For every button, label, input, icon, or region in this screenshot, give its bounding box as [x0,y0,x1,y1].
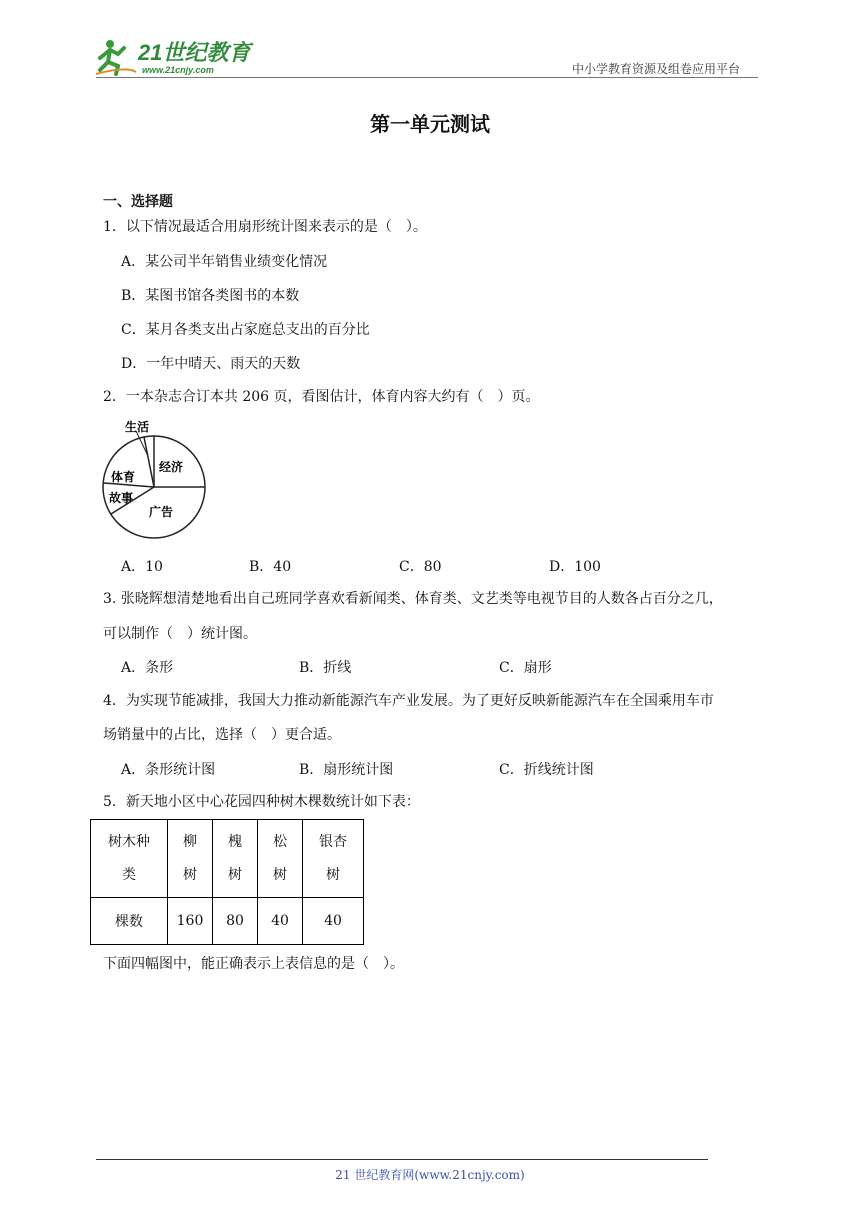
table-cell: 160 [168,898,213,945]
q3-option-a: A．条形 [121,660,174,676]
table-header-cell: 柳 树 [168,820,213,898]
q4-option-b: B．扇形统计图 [299,762,394,778]
pie-label-story: 故事 [109,491,134,505]
pie-label-economy: 经济 [159,460,184,474]
question-4-line-1: 4．为实现节能减排，我国大力推动新能源汽车产业发展。为了更好反映新能源汽车在全国乘用车市 [103,693,714,709]
q3-option-b: B．折线 [299,660,352,676]
svg-text:www.21cnjy.com: www.21cnjy.com [142,65,214,75]
question-1: 1．以下情况最适合用扇形统计图来表示的是（ ）。 [103,219,427,235]
table-cell: 80 [213,898,258,945]
site-logo [96,38,258,78]
table-header-cell: 树木种 类 [91,820,168,898]
q1-option-b: B．某图书馆各类图书的本数 [121,288,300,304]
q1-option-a: A．某公司半年销售业绩变化情况 [121,254,328,270]
runner-icon [96,40,136,74]
q4-option-c: C．折线统计图 [499,762,594,778]
table-cell: 40 [303,898,364,945]
footer-divider [96,1159,708,1160]
pie-label-ads: 广告 [149,505,174,519]
section-heading: 一、选择题 [103,194,173,210]
q4-option-a: A．条形统计图 [121,762,216,778]
q2-option-b: B．40 [249,559,292,575]
label-leader-line [136,431,148,456]
table-header-cell: 银杏 树 [303,820,364,898]
q1-option-d: D．一年中晴天、雨天的天数 [121,356,301,372]
table-row-label: 棵数 [91,898,168,945]
table-cell: 40 [258,898,303,945]
header-divider [96,77,758,78]
pie-label-sports: 体育 [111,470,136,484]
pie-divider [144,437,154,487]
svg-text:21世纪教育: 21世纪教育 [138,40,251,65]
table-header-cell: 松 树 [258,820,303,898]
question-2: 2．一本杂志合订本共 206 页，看图估计，体育内容大约有（ ）页。 [103,389,540,405]
question-5-followup: 下面四幅图中，能正确表示上表信息的是（ ）。 [103,956,404,972]
q2-option-a: A．10 [121,559,163,575]
q1-option-c: C．某月各类支出占家庭总支出的百分比 [121,322,370,338]
question-5: 5．新天地小区中心花园四种树木棵数统计如下表： [103,794,420,810]
magazine-pie-chart [98,416,210,542]
q2-option-d: D．100 [549,559,601,575]
question-4-line-2: 场销量中的占比，选择（ ）更合适。 [103,727,341,743]
table-row [91,898,364,945]
question-3-line-2: 可以制作（ ）统计图。 [103,626,257,642]
table-row [91,820,364,898]
q2-option-c: C．80 [399,559,442,575]
footer-link[interactable]: 21 世纪教育网(www.21cnjy.com) [335,1168,525,1182]
page-title: 第一单元测试 [370,112,490,136]
table-header-cell: 槐 树 [213,820,258,898]
q3-option-c: C．扇形 [499,660,552,676]
tree-count-table [90,819,364,945]
pie-label-life: 生活 [125,420,150,434]
platform-tagline: 中小学教育资源及组卷应用平台 [572,62,741,76]
question-3-line-1: 3. 张晓辉想清楚地看出自己班同学喜欢看新闻类、体育类、文艺类等电视节目的人数各占百分之几， [103,591,723,607]
